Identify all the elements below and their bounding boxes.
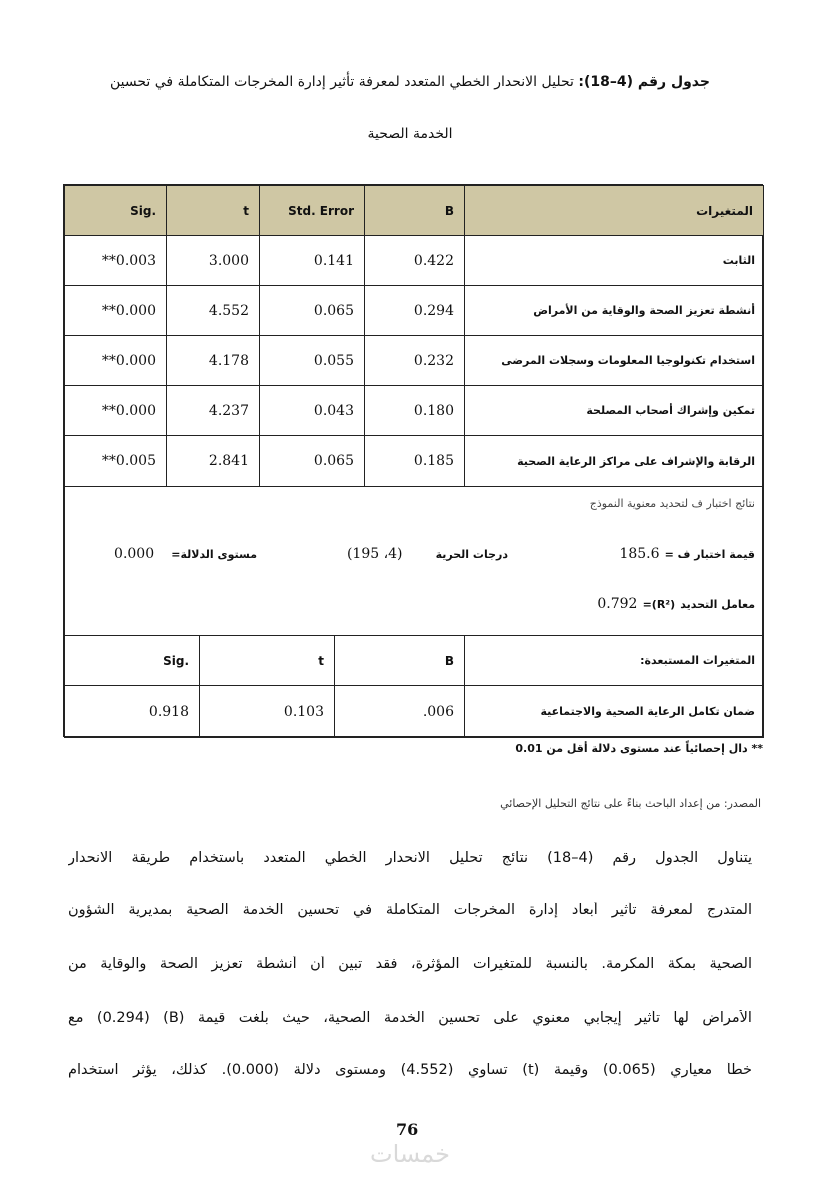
table-caption bbox=[60, 74, 760, 90]
r2-label: معامل التحديد bbox=[680, 598, 755, 611]
caption-line-1: تحليل الانحدار الخطي المتعدد لمعرفة تأثير إدارة المخرجات المتكاملة في تحسين bbox=[110, 74, 579, 90]
excluded-header-sig: Sig. bbox=[64, 635, 200, 686]
ftest-df bbox=[347, 543, 508, 562]
cell-se: 0.065 bbox=[259, 435, 365, 487]
r2-symbol: (R²)= bbox=[642, 598, 676, 611]
cell-b: 0.232 bbox=[364, 335, 465, 386]
body-line-5: خطأ معياري (0.065) وقيمة (t) تساوي (4.552) ومستوى دلالة (0.000). كذلك، يؤثر استخدام bbox=[68, 1062, 752, 1078]
cell-se: 0.055 bbox=[259, 335, 365, 386]
cell-variable: الثابت bbox=[464, 235, 764, 286]
ftest-sig bbox=[114, 543, 257, 562]
significance-footnote: ** دال إحصائياً عند مستوى دلالة أقل من 0.01 bbox=[515, 742, 763, 755]
ftest-f bbox=[619, 543, 755, 562]
df-label: درجات الحرية bbox=[435, 548, 508, 561]
excluded-sig: 0.918 bbox=[64, 685, 200, 738]
cell-b: 0.422 bbox=[364, 235, 465, 286]
cell-b: 0.180 bbox=[364, 385, 465, 436]
caption-line-2: الخدمة الصحية bbox=[367, 126, 453, 142]
regression-table bbox=[63, 184, 763, 737]
body-line-3: الصحية بمكة المكرمة. بالنسبة للمتغيرات المؤثرة، فقد تبين أن أنشطة تعزيز الصحة والوقاية من bbox=[68, 956, 752, 972]
cell-se: 0.043 bbox=[259, 385, 365, 436]
cell-variable: الرقابة والإشراف على مراكز الرعاية الصحية bbox=[464, 435, 764, 487]
ftest-title: نتائج اختبار ف لتحديد معنوية النموذج bbox=[589, 497, 755, 510]
ftest-r2 bbox=[597, 593, 755, 612]
f-value: 185.6 bbox=[619, 546, 660, 562]
sig-label: مستوى الدلالة= bbox=[171, 548, 257, 561]
body-line-1: يتناول الجدول رقم (4–18) نتائج تحليل الانحدار الخطي المتعدد باستخدام طريقة الانحدار bbox=[68, 850, 752, 866]
source-note: المصدر: من إعداد الباحث بناءً على نتائج التحليل الإحصائي bbox=[500, 797, 761, 810]
cell-t: 4.178 bbox=[166, 335, 260, 386]
cell-sig: **0.000 bbox=[64, 385, 167, 436]
cell-sig: **0.000 bbox=[64, 285, 167, 336]
cell-variable: استخدام تكنولوجيا المعلومات وسجلات المرضى bbox=[464, 335, 764, 386]
caption-label: جدول رقم (4–18): bbox=[578, 74, 710, 90]
cell-sig: **0.003 bbox=[64, 235, 167, 286]
cell-b: 0.185 bbox=[364, 435, 465, 487]
header-t: t bbox=[166, 185, 260, 236]
cell-sig: **0.000 bbox=[64, 335, 167, 386]
header-sig: Sig. bbox=[64, 185, 167, 236]
excluded-header-b: B bbox=[334, 635, 465, 686]
ftest-section bbox=[64, 486, 764, 636]
cell-t: 4.237 bbox=[166, 385, 260, 436]
header-std-error: Std. Error bbox=[259, 185, 365, 236]
excluded-header-t: t bbox=[199, 635, 335, 686]
body-line-4: الأمراض لها تأثير إيجابي معنوي على تحسين الخدمة الصحية، حيث بلغت قيمة (B) (0.294) مع bbox=[68, 1010, 752, 1026]
page-number: 76 bbox=[396, 1120, 419, 1139]
excluded-t: 0.103 bbox=[199, 685, 335, 738]
df-value: (4، 195) bbox=[346, 546, 403, 562]
excluded-b: .006 bbox=[334, 685, 465, 738]
excluded-variable: ضمان تكامل الرعاية الصحية والاجتماعية bbox=[464, 685, 764, 738]
header-b: B bbox=[364, 185, 465, 236]
header-variables: المتغيرات bbox=[464, 185, 764, 236]
r2-value: 0.792 bbox=[597, 596, 638, 612]
watermark-logo: خمسات bbox=[369, 1140, 451, 1168]
sig-value: 0.000 bbox=[114, 546, 155, 562]
cell-b: 0.294 bbox=[364, 285, 465, 336]
excluded-header-label: المتغيرات المستبعدة: bbox=[464, 635, 764, 686]
cell-t: 3.000 bbox=[166, 235, 260, 286]
cell-variable: تمكين وإشراك أصحاب المصلحة bbox=[464, 385, 764, 436]
cell-t: 4.552 bbox=[166, 285, 260, 336]
cell-sig: **0.005 bbox=[64, 435, 167, 487]
cell-se: 0.065 bbox=[259, 285, 365, 336]
body-line-2: المتدرج لمعرفة تأثير أبعاد إدارة المخرجات المتكاملة في تحسين الخدمة الصحية بمديرية الشؤون bbox=[68, 902, 752, 918]
cell-variable: أنشطة تعزيز الصحة والوقاية من الأمراض bbox=[464, 285, 764, 336]
cell-se: 0.141 bbox=[259, 235, 365, 286]
f-label: قيمة اختبار ف = bbox=[664, 548, 755, 561]
cell-t: 2.841 bbox=[166, 435, 260, 487]
